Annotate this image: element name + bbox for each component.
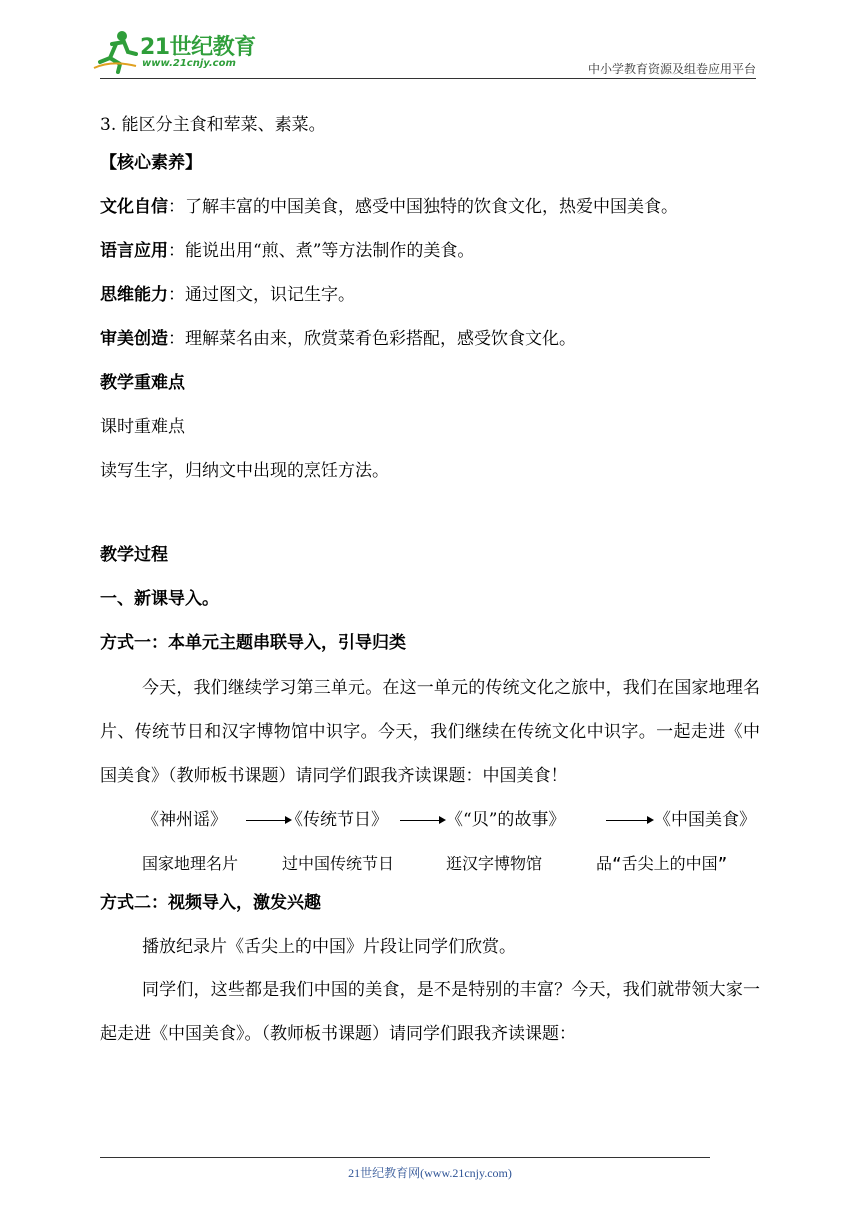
core-literacy-heading: 【核心素养】 [100, 153, 202, 173]
flow-caption: 逛汉字博物馆 [446, 854, 543, 873]
section-heading: 一、新课导入。 [100, 589, 219, 609]
lesson-difficulty-label: 课时重难点 [100, 417, 185, 437]
literacy-label: 思维能力 [100, 285, 168, 305]
arrow-icon [400, 820, 444, 821]
difficulty-text: 读写生字，归纳文中出现的烹饪方法。 [100, 461, 389, 481]
literacy-item [100, 278, 760, 312]
method2-heading: 方式二：视频导入，激发兴趣 [100, 893, 321, 913]
literacy-item [100, 234, 760, 268]
literacy-text: ：通过图文，识记生字。 [168, 285, 355, 305]
flow-item: 《传统节日》 [286, 810, 388, 830]
flow-caption: 国家地理名片 [142, 854, 239, 873]
method1-heading: 方式一：本单元主题串联导入，引导归类 [100, 633, 406, 653]
arrow-icon [606, 820, 652, 821]
logo-url: www.21cnjy.com [142, 58, 236, 69]
logo-text: 21世纪教育 [140, 35, 256, 60]
difficulty-heading: 教学重难点 [100, 373, 185, 393]
flow-caption: 品“舌尖上的中国” [596, 854, 728, 873]
site-logo[interactable] [92, 30, 262, 78]
process-heading: 教学过程 [100, 545, 168, 565]
method1-paragraph: 今天，我们继续学习第三单元。在这一单元的传统文化之旅中，我们在国家地理名片、传统节日和汉字博物馆中识字。今天，我们继续在传统文化中识字。一起走进《中国美食》（教师板书课题）请同学们跟我齐读课题：中国美食！ [100, 678, 760, 786]
method2-paragraph-2: 同学们，这些都是我们中国的美食，是不是特别的丰富？今天，我们就带领大家一起走进《中国美食》。（教师板书课题）请同学们跟我齐读课题： [100, 980, 760, 1044]
arrow-icon [246, 820, 290, 821]
flow-captions [100, 842, 760, 886]
literacy-item [100, 190, 760, 224]
footer-link[interactable]: 21世纪教育网(www.21cnjy.com) [348, 1166, 512, 1180]
flow-caption: 过中国传统节日 [282, 854, 395, 873]
literacy-label: 文化自信 [100, 197, 168, 217]
literacy-item [100, 322, 760, 356]
runner-icon [92, 30, 138, 74]
flow-item: 《神州谣》 [142, 810, 227, 830]
objective-3: 3. 能区分主食和荤菜、素菜。 [100, 115, 326, 135]
header-divider [100, 78, 756, 79]
spacer [100, 488, 760, 528]
flow-item: 《“贝”的故事》 [446, 810, 566, 830]
literacy-label: 审美创造 [100, 329, 168, 349]
unit-flow [100, 798, 760, 842]
flow-item: 《中国美食》 [654, 810, 756, 830]
platform-name: 中小学教育资源及组卷应用平台 [587, 62, 756, 76]
method2-paragraph-1: 播放纪录片《舌尖上的中国》片段让同学们欣赏。 [142, 937, 516, 957]
literacy-text: ：理解菜名由来，欣赏菜肴色彩搭配，感受饮食文化。 [168, 329, 576, 349]
document-body [100, 108, 760, 1056]
literacy-label: 语言应用 [100, 241, 168, 261]
footer-divider [100, 1157, 710, 1158]
page-header [0, 0, 860, 82]
literacy-text: ：能说出用“煎、煮”等方法制作的美食。 [168, 241, 475, 261]
literacy-text: ：了解丰富的中国美食，感受中国独特的饮食文化，热爱中国美食。 [168, 197, 678, 217]
